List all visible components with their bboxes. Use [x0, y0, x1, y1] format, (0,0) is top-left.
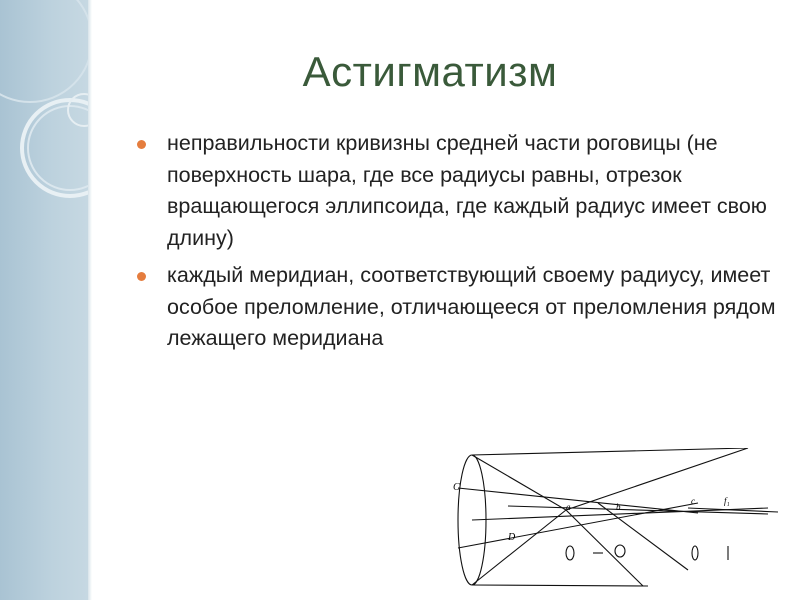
round-bullet-icon: [137, 140, 146, 149]
sidebar-rings-icon: [0, 0, 88, 600]
label-a: a: [566, 502, 571, 512]
sidebar-edge: [88, 0, 92, 600]
label-b: b: [616, 502, 621, 512]
ray-line: [566, 510, 643, 586]
label-c: c: [691, 496, 695, 506]
ray-line: [472, 455, 566, 510]
ray-line: [458, 503, 698, 548]
focal-mark-c: [692, 546, 698, 560]
slide-title: Астигматизм: [302, 48, 558, 95]
focal-mark-b: [615, 545, 625, 557]
label-C: C: [453, 482, 460, 493]
bullet-item: [130, 128, 780, 254]
bullet-text: неправильности кривизны средней части роговицы (не поверхность шара, где все радиусы равны, отрезок вращающегося эллипсоида, где каждый радиус имеет свою длину): [167, 131, 767, 250]
bullet-list: [130, 128, 780, 361]
focal-mark-a: [566, 546, 574, 560]
bullet-item: [130, 260, 780, 355]
label-D: D: [508, 532, 516, 543]
ray-line: [472, 585, 648, 586]
ray-line: [472, 448, 748, 455]
sidebar-decoration: [0, 0, 88, 600]
astigmatism-ray-diagram: [448, 448, 788, 593]
label-f: f₁: [724, 496, 730, 506]
round-bullet-icon: [137, 272, 146, 281]
ray-line: [566, 448, 748, 510]
bullet-text: каждый меридиан, соответствующий своему радиусу, имеет особое преломление, отличающееся от преломления рядом лежащего меридиана: [167, 263, 776, 350]
